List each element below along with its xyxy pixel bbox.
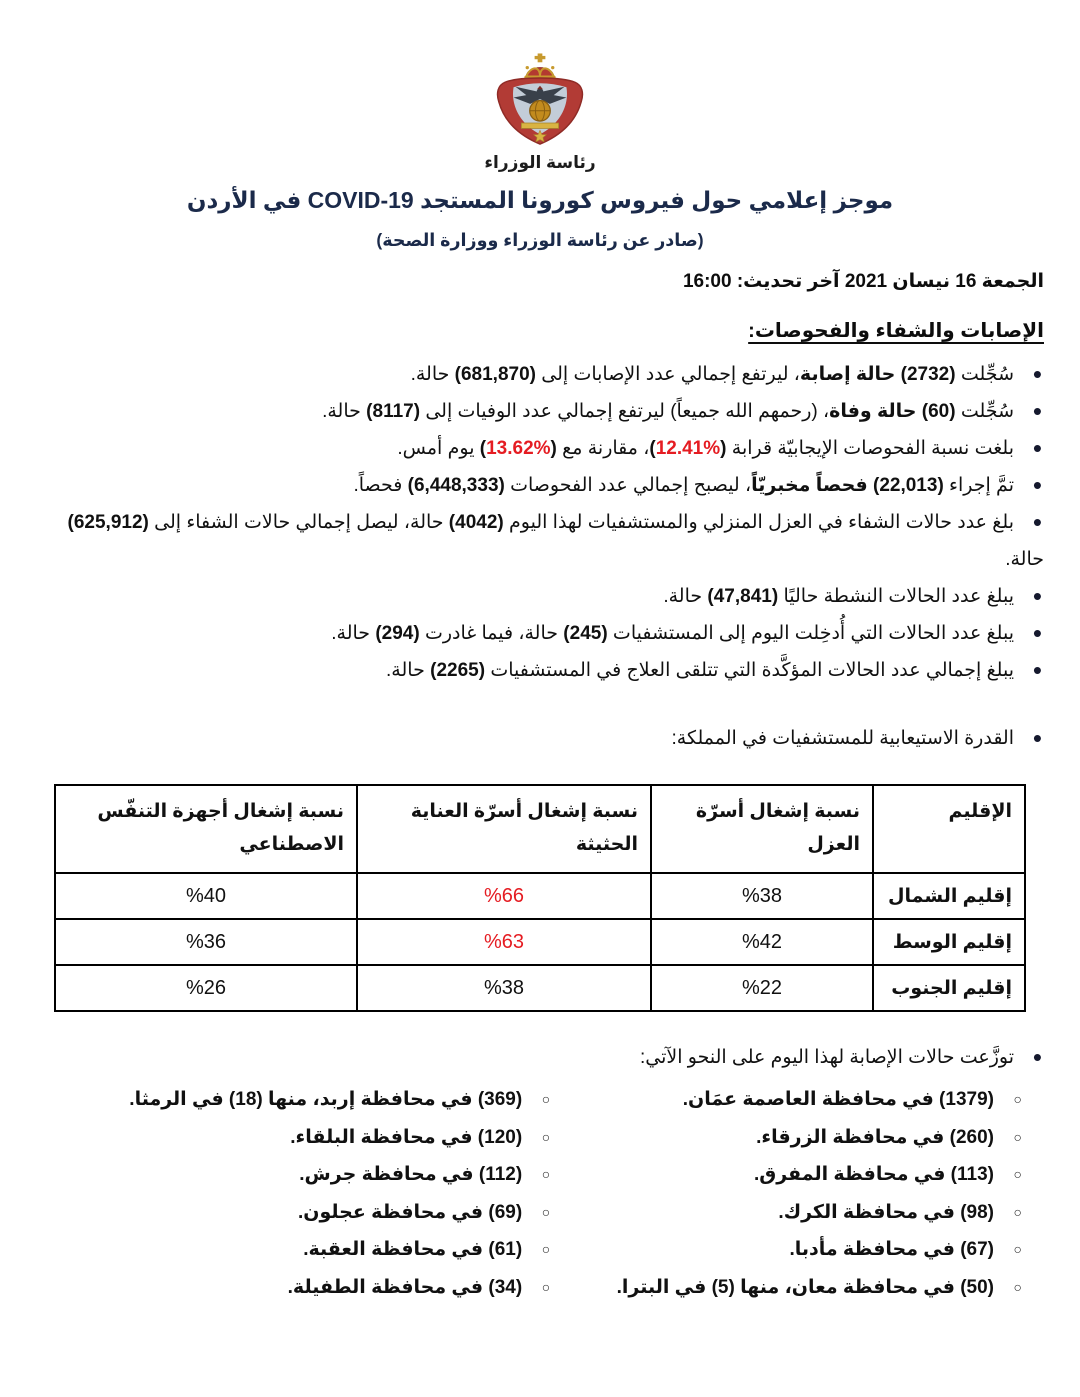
isolation-beds-value: %38 xyxy=(651,873,873,919)
bullet-active-cases-text: يبلغ عدد الحالات النشطة حاليًا (47,841) حالة. xyxy=(663,586,1014,607)
ventilators-value: %26 xyxy=(55,965,357,1011)
ventilators-value: %40 xyxy=(55,873,357,919)
dist-item-irbid: ○ (369) في محافظة إربد، منها (18) في الرمثا. xyxy=(36,1081,558,1119)
col-header-ventilators: نسبة إشغال أجهزة التنفّس الاصطناعي xyxy=(55,785,357,873)
jordan-coat-of-arms-icon xyxy=(481,52,599,148)
bullet-recoveries-text: بلغ عدد حالات الشفاء في العزل المنزلي والمستشفيات لهذا اليوم (4042) حالة، ليصل إجمالي حالات الشفاء إلى (625,912) حالة. xyxy=(67,512,1044,570)
col-header-isolation-beds: نسبة إشغال أسرّة العزل xyxy=(651,785,873,873)
logo-caption: رئاسة الوزراء xyxy=(484,153,596,172)
dist-item-jerash: ○ (112) في محافظة جرش. xyxy=(36,1156,558,1194)
region-name: إقليم الشمال xyxy=(873,873,1025,919)
isolation-beds-value: %22 xyxy=(651,965,873,1011)
dist-item-balqa: ○ (120) في محافظة البلقاء. xyxy=(36,1119,558,1157)
bullet-active-cases xyxy=(36,578,1044,615)
distribution-column-left xyxy=(36,1081,560,1306)
distribution-intro-text: توزَّعت حالات الإصابة لهذا اليوم على النحو الآتي: xyxy=(639,1047,1014,1068)
region-name: إقليم الجنوب xyxy=(873,965,1025,1011)
bullet-new-cases-text: سُجِّلت (2732) حالة إصابة، ليرتفع إجمالي عدد الإصابات إلى (681,870) حالة. xyxy=(410,364,1014,385)
bullet-hospital-treatment xyxy=(36,652,1044,689)
bullet-new-cases xyxy=(36,356,1044,393)
dist-item-karak: ○ (98) في محافظة الكرك. xyxy=(560,1194,1030,1232)
bullet-deaths-text: سُجِّلت (60) حالة وفاة، (رحمهم الله جميعاً) ليرتفع إجمالي عدد الوفيات إلى (8117) حالة. xyxy=(322,401,1014,422)
date-line: الجمعة 16 نيسان 2021 آخر تحديث: 16:00 xyxy=(682,271,1044,292)
bullet-deaths xyxy=(36,393,1044,430)
section-heading-cases: الإصابات والشفاء والفحوصات: xyxy=(748,320,1044,342)
dist-item-maan: ○ (50) في محافظة معان، منها (5) في البترا. xyxy=(560,1269,1030,1307)
logo-container xyxy=(36,52,1044,173)
page-title: موجز إعلامي حول فيروس كورونا المستجد COVID-19 في الأردن xyxy=(186,187,894,213)
distribution-column-right xyxy=(560,1081,1044,1306)
region-name: إقليم الوسط xyxy=(873,919,1025,965)
bullet-lab-tests xyxy=(36,467,1044,504)
bullet-positivity-rate xyxy=(36,430,1044,467)
col-header-icu-beds: نسبة إشغال أسرّة العناية الحثيثة xyxy=(357,785,651,873)
bullet-lab-tests-text: تمَّ إجراء (22,013) فحصاً مخبريّاً، ليصبح إجمالي عدد الفحوصات (6,448,333) فحصاً. xyxy=(353,475,1014,496)
page-subtitle: (صادر عن رئاسة الوزراء ووزارة الصحة) xyxy=(376,230,704,250)
bullet-recoveries xyxy=(36,504,1044,578)
ventilators-value: %36 xyxy=(55,919,357,965)
distribution-intro xyxy=(36,1039,1044,1076)
dist-item-aqaba: ○ (61) في محافظة العقبة. xyxy=(36,1231,558,1269)
col-header-region: الإقليم xyxy=(873,785,1025,873)
bullet-hospital-admissions-text: يبلغ عدد الحالات التي أُدخِلت اليوم إلى المستشفيات (245) حالة، فيما غادرت (294) حالة. xyxy=(331,623,1014,644)
stats-bullet-list xyxy=(36,356,1044,757)
dist-item-zarqa: ○ (260) في محافظة الزرقاء. xyxy=(560,1119,1030,1157)
icu-beds-value: %63 xyxy=(357,919,651,965)
isolation-beds-value: %42 xyxy=(651,919,873,965)
bullet-hospital-admissions xyxy=(36,615,1044,652)
bullet-hospital-capacity xyxy=(36,720,1044,757)
dist-item-ajloun: ○ (69) في محافظة عجلون. xyxy=(36,1194,558,1232)
table-row-center xyxy=(55,919,1025,965)
dist-item-tafileh: ○ (34) في محافظة الطفيلة. xyxy=(36,1269,558,1307)
table-row-north xyxy=(55,873,1025,919)
dist-item-madaba: ○ (67) في محافظة مأدبا. xyxy=(560,1231,1030,1269)
icu-beds-value: %38 xyxy=(357,965,651,1011)
distribution-columns xyxy=(36,1081,1044,1306)
dist-item-mafraq: ○ (113) في محافظة المفرق. xyxy=(560,1156,1030,1194)
bullet-positivity-rate-text: بلغت نسبة الفحوصات الإيجابيّة قرابة (%12.41)، مقارنة مع (%13.62) يوم أمس. xyxy=(397,438,1014,459)
table-header-row xyxy=(55,785,1025,873)
icu-beds-value: %66 xyxy=(357,873,651,919)
bullet-hospital-capacity-text: القدرة الاستيعابية للمستشفيات في المملكة: xyxy=(671,728,1014,749)
dist-item-amman: ○ (1379) في محافظة العاصمة عمَان. xyxy=(560,1081,1030,1119)
table-row-south xyxy=(55,965,1025,1011)
hospital-capacity-table xyxy=(54,784,1026,1012)
bullet-hospital-treatment-text: يبلغ إجمالي عدد الحالات المؤكَّدة التي تتلقى العلاج في المستشفيات (2265) حالة. xyxy=(386,660,1014,681)
